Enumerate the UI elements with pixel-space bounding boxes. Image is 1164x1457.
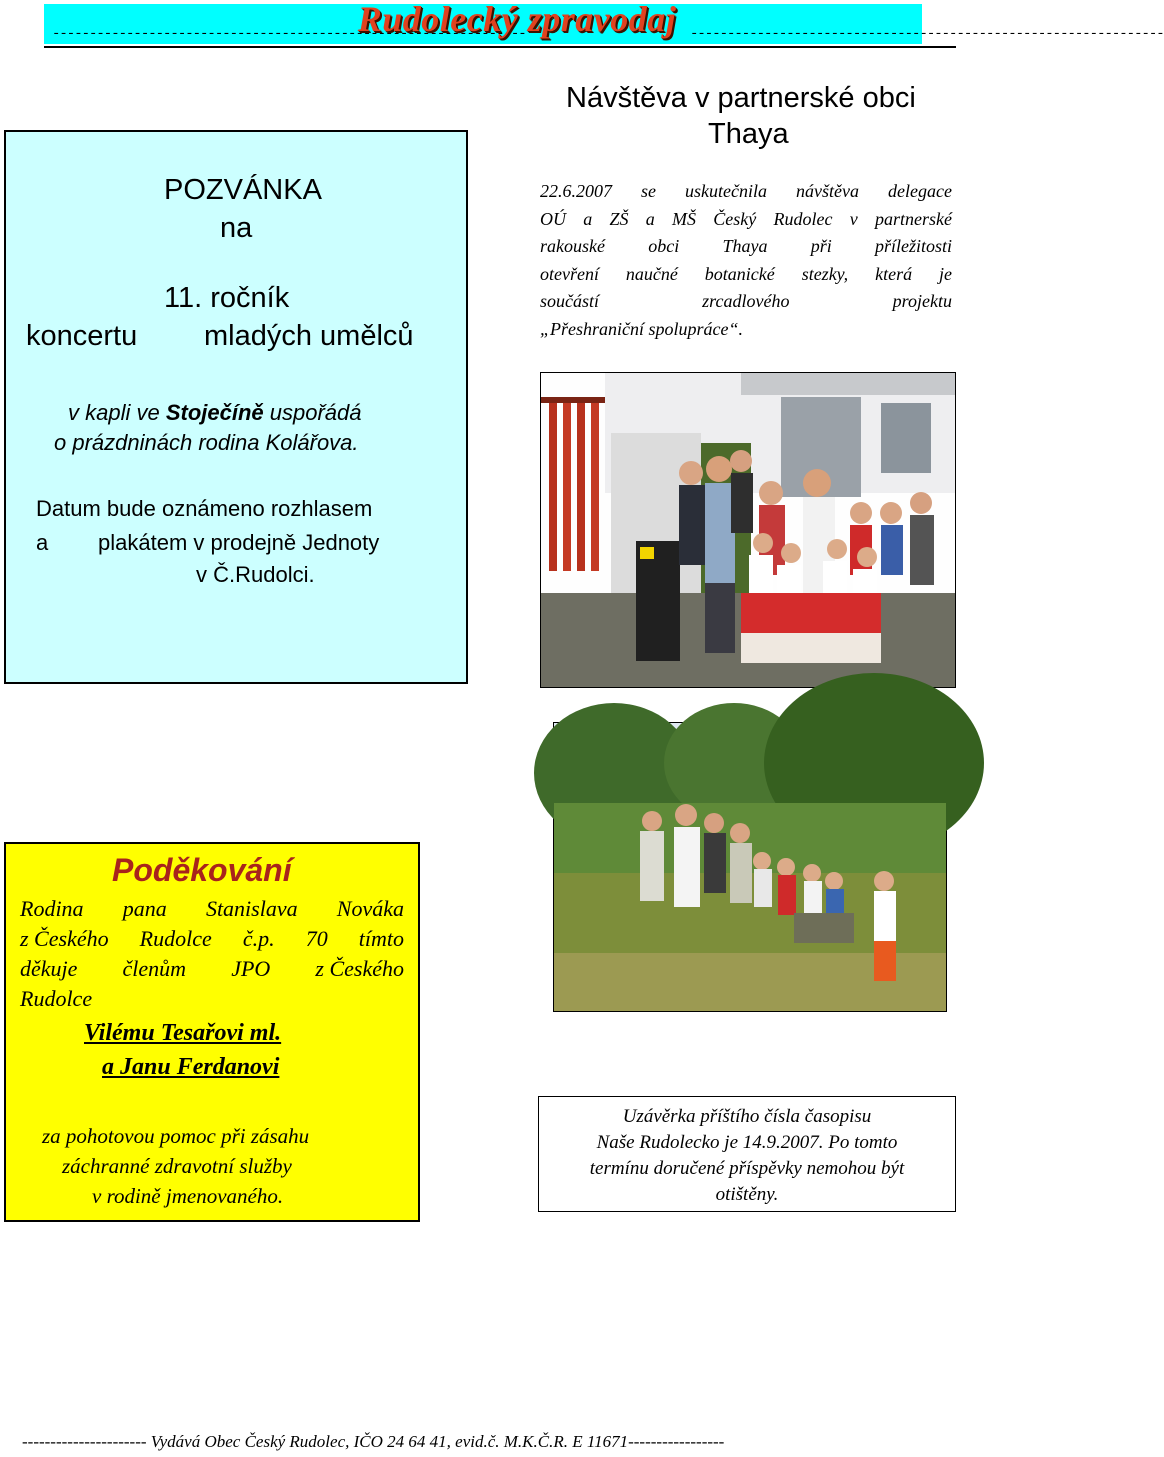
header-dash-left: ---------------------------------------------------------------- (52, 26, 526, 42)
article-line: „Přeshraniční spolupráce“. (540, 318, 744, 339)
delegation-photo (540, 372, 956, 688)
thanks-word: 70 (305, 926, 328, 951)
invitation-place: v Č.Rudolci. (196, 562, 315, 587)
article-line: součástí zrcadlového projektu (540, 291, 952, 311)
thanks-word: z Českého (315, 956, 404, 981)
thanks-line-2 (20, 926, 404, 952)
thanks-recipient-2: a Janu Ferdanovi (102, 1054, 280, 1080)
thanks-word: Stanislava (205, 896, 298, 921)
invitation-date-note: Datum bude oznámeno rozhlasem (36, 496, 373, 521)
thanks-recipient-1: Vilému Tesařovi ml. (84, 1020, 282, 1046)
article-body (540, 178, 952, 343)
deadline-line-2: Naše Rudolecko je 14.9.2007. Po tomto (596, 1132, 898, 1153)
invitation-venue (68, 400, 362, 426)
invitation-venue-place: Stoječíně (165, 400, 264, 425)
invitation-venue-suffix: uspořádá (263, 400, 362, 425)
thanks-word: členům (122, 956, 187, 981)
article-line: OÚ a ZŠ a MŠ Český Rudolec v partnerské (540, 208, 952, 229)
thanks-word: pana (122, 896, 167, 921)
thanks-word: tímto (358, 926, 404, 951)
invitation-and: a (36, 530, 49, 555)
invitation-na: na (220, 212, 253, 244)
thanks-word: děkuje (20, 956, 78, 981)
invitation-title: POZVÁNKA (164, 174, 322, 206)
thanks-line-3 (20, 956, 404, 982)
thanks-reason-3: v rodině jmenovaného. (92, 1184, 284, 1208)
thanks-title: Poděkování (112, 852, 292, 888)
footer-publisher: ---------------------- Vydává Obec Český Rudolec, IČO 24 64 41, evid.č. M.K.Č.R. E 11671----------------- (22, 1432, 725, 1451)
nature-trail-photo (553, 722, 947, 1012)
invitation-poster-note: plakátem v prodejně Jednoty (98, 530, 380, 555)
thanks-word: Rudolce (139, 926, 212, 951)
deadline-line-1: Uzávěrka příštího čísla časopisu (622, 1106, 872, 1127)
invitation-year: 11. ročník (164, 282, 290, 314)
deadline-line-3: termínu doručené příspěvky nemohou být (589, 1158, 905, 1179)
thanks-word: JPO (231, 956, 271, 981)
header-rule (44, 46, 956, 48)
thanks-reason-2: záchranné zdravotní služby (62, 1154, 292, 1178)
masthead-title: Rudolecký zpravodaj (357, 0, 677, 39)
thanks-word: č.p. (242, 926, 275, 951)
invitation-concert: koncertu (26, 320, 138, 352)
article-title-line1: Návštěva v partnerské obci (566, 82, 916, 114)
header-dash-right: ---------------------------------------------------------------- (690, 26, 1164, 42)
invitation-young-artists: mladých umělců (204, 320, 414, 352)
thanks-word: z Českého (20, 926, 109, 951)
thanks-line-1 (20, 896, 404, 922)
article-line: 22.6.2007 se uskutečnila návštěva delegace (540, 181, 952, 201)
thanks-reason-1: za pohotovou pomoc při zásahu (42, 1124, 310, 1148)
article-title-line2: Thaya (708, 118, 789, 150)
article-line: rakouské obci Thaya při příležitosti (540, 236, 952, 256)
article-line: otevření naučné botanické stezky, která je (540, 263, 952, 284)
thanks-word: Rodina (20, 896, 84, 921)
deadline-line-4: otištěny. (715, 1184, 779, 1205)
invitation-venue-prefix: v kapli ve (68, 400, 166, 425)
thanks-word: Nováka (336, 896, 404, 921)
thanks-line-4: Rudolce (20, 986, 93, 1011)
invitation-organizer: o prázdninách rodina Kolářova. (54, 430, 359, 455)
